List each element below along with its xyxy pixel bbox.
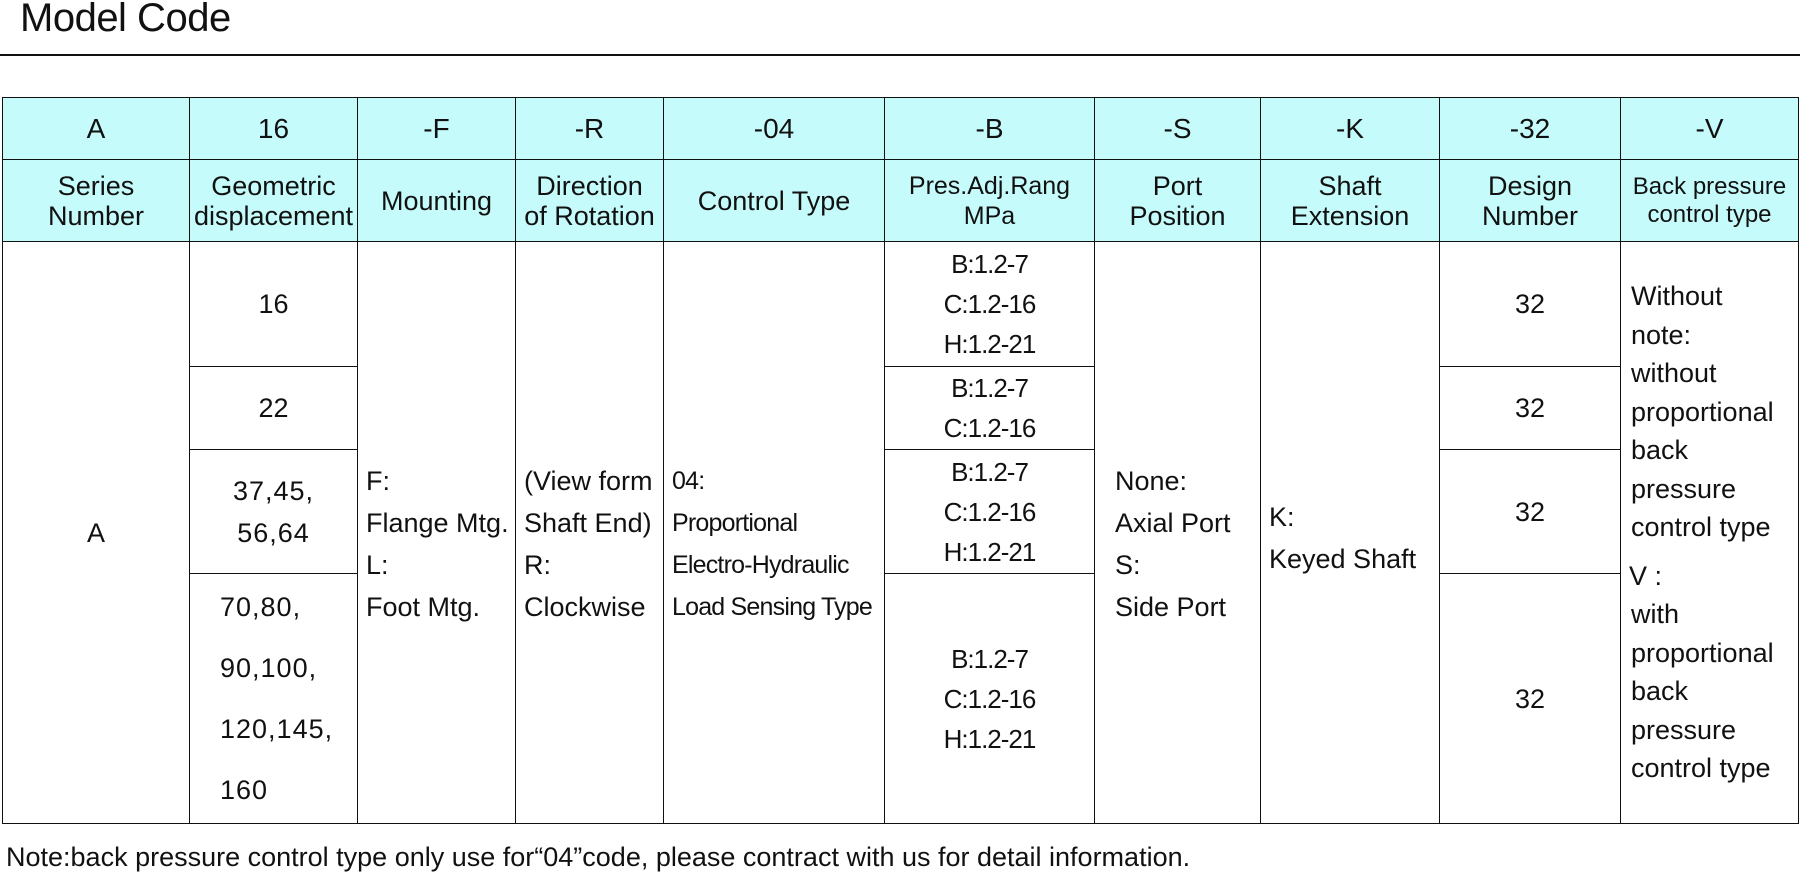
code-cell: -B bbox=[885, 98, 1095, 160]
shaft-cell: K: Keyed Shaft bbox=[1261, 242, 1440, 824]
control-cell: 04: Proportional Electro-Hydraulic Load Sensing Type bbox=[664, 242, 885, 824]
header-pressure: Pres.Adj.Rang MPa bbox=[885, 160, 1095, 242]
code-row bbox=[3, 98, 1799, 160]
header-design: Design Number bbox=[1440, 160, 1621, 242]
code-cell: 16 bbox=[190, 98, 358, 160]
header-rotation: Direction of Rotation bbox=[516, 160, 664, 242]
pressure-cell: B:1.2-7 C:1.2-16 H:1.2-21 bbox=[885, 242, 1095, 367]
pressure-cell: B:1.2-7 C:1.2-16 H:1.2-21 bbox=[885, 450, 1095, 574]
design-cell: 32 bbox=[1440, 242, 1621, 367]
header-mounting: Mounting bbox=[358, 160, 516, 242]
code-cell: -32 bbox=[1440, 98, 1621, 160]
displacement-cell: 16 bbox=[190, 242, 358, 367]
pressure-cell: B:1.2-7 C:1.2-16 bbox=[885, 367, 1095, 450]
port-cell: None: Axial Port S: Side Port bbox=[1095, 242, 1261, 824]
header-displacement: Geometric displacement bbox=[190, 160, 358, 242]
mounting-cell: F: Flange Mtg. L: Foot Mtg. bbox=[358, 242, 516, 824]
header-backpressure: Back pressure control type bbox=[1621, 160, 1799, 242]
code-cell: A bbox=[3, 98, 190, 160]
backpressure-cell: Without note: without proportional back pressure control type V : with proportional back pressure control type bbox=[1621, 242, 1799, 824]
rotation-cell: (View form Shaft End) R: Clockwise bbox=[516, 242, 664, 824]
body-row bbox=[3, 367, 1799, 450]
code-cell: -S bbox=[1095, 98, 1261, 160]
header-series: Series Number bbox=[3, 160, 190, 242]
design-cell: 32 bbox=[1440, 574, 1621, 824]
header-shaft: Shaft Extension bbox=[1261, 160, 1440, 242]
header-port: Port Position bbox=[1095, 160, 1261, 242]
displacement-cell: 37,45, 56,64 bbox=[190, 450, 358, 574]
header-control: Control Type bbox=[664, 160, 885, 242]
code-cell: -V bbox=[1621, 98, 1799, 160]
model-code-table bbox=[2, 97, 1799, 824]
footnote: Note:back pressure control type only use for“04”code, please contract with us for detail information. bbox=[6, 842, 1191, 872]
page-title: Model Code bbox=[20, 0, 231, 40]
header-row bbox=[3, 160, 1799, 242]
pressure-cell: B:1.2-7 C:1.2-16 H:1.2-21 bbox=[885, 574, 1095, 824]
displacement-cell: 70,80, 90,100, 120,145, 160 bbox=[190, 574, 358, 824]
design-cell: 32 bbox=[1440, 450, 1621, 574]
code-cell: -R bbox=[516, 98, 664, 160]
code-cell: -F bbox=[358, 98, 516, 160]
title-rule bbox=[0, 54, 1800, 56]
series-cell: A bbox=[3, 242, 190, 824]
code-cell: -K bbox=[1261, 98, 1440, 160]
code-cell: -04 bbox=[664, 98, 885, 160]
design-cell: 32 bbox=[1440, 367, 1621, 450]
body-row bbox=[3, 574, 1799, 824]
body-row bbox=[3, 450, 1799, 574]
body-row bbox=[3, 242, 1799, 367]
displacement-cell: 22 bbox=[190, 367, 358, 450]
